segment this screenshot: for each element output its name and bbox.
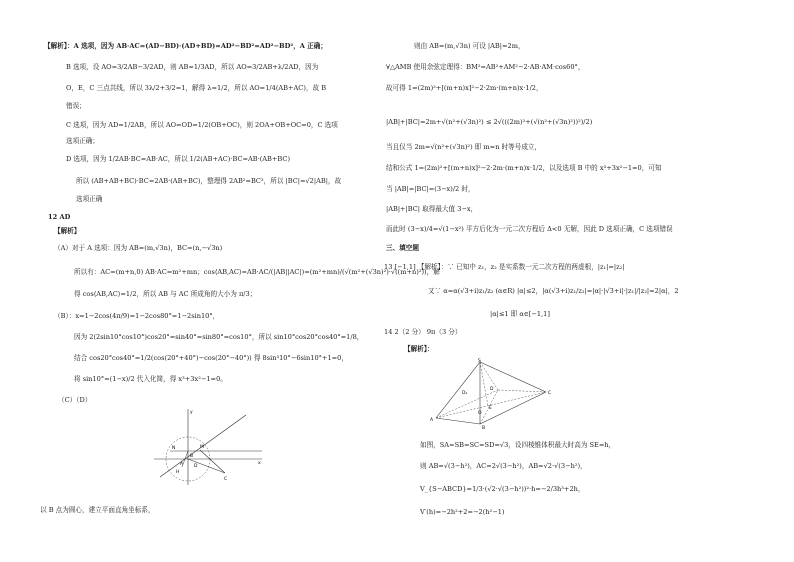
section-fill-blank: 三、填空题	[386, 244, 419, 252]
coordinate-figure	[150, 405, 270, 490]
analysis-b-wrong: 错误；	[66, 102, 86, 110]
r-max: |AB|+|BC| 取得最大值 3−x，	[386, 205, 478, 213]
pyr-label-d1: D₁	[462, 391, 468, 396]
label-n: N	[172, 446, 176, 451]
q14-lengths: 则 AB=√(3−h²)，AC=2√(3−h²)，AB=√2·√(3−h²)，	[420, 462, 587, 470]
q12-b-identity: 因为 2(2sin10°cos10°)cos20°=sin40°=sin80°=cos10°，所以 sin10°cos20°cos40°=1/8，	[74, 333, 364, 341]
q14-analysis-head: 【解析】：	[404, 345, 434, 353]
analysis-b-cont: O，E，C 三点共线，所以 3λ/2+3/2=1，解得 λ=1/2，所以 AO=1/4(AB+AC)，故 B	[66, 84, 327, 92]
label-y: y	[190, 410, 193, 415]
q12-a: （A）对于 A 选项：因为 AB=(m,√3n)，BC=(n,−√3n)	[54, 244, 223, 252]
q14-derivative: V′(h)=−2h²+2=−2(h²−1)	[420, 508, 505, 516]
q12-b-substitute: 将 sin10°=(1−x)/2 代入化简，得 x³+3x²−1=0。	[74, 375, 227, 383]
r-ab-set: 则由 AB=(m,√3n) 可设 |AB|=2m，	[414, 42, 525, 50]
r-equality-case: 当且仅当 2m=√(n²+(√3n)²) 即 m=n 时等号成立，	[386, 143, 542, 151]
label-b: B	[190, 454, 194, 459]
label-m: M	[200, 445, 204, 450]
analysis-d: D 选项，因为 1/2AB·BC=AB·AC，所以 1/2(AB+AC)·BC=AB·(AB+BC)	[66, 155, 291, 163]
analysis-a: 【解析】：A 选项，因为 AB·AC=(AD−BD)·(AD+BD)=AD²−BD²=AD²−BD²，A 正确；	[44, 42, 327, 50]
r-when: 当 |AB|=|BC|=(3−x)/2 时，	[386, 185, 475, 193]
analysis-d-correct: 选项正确	[76, 195, 103, 203]
pyr-label-s: S	[478, 359, 481, 364]
q12-coordinate-note: 以 B 点为圆心，建立平面直角坐标系，	[40, 506, 155, 514]
q12-cd: （C）（D）	[58, 396, 92, 404]
pyr-label-c: C	[548, 391, 552, 396]
q12-a-cos: 所以有：AC=(m+n,0) AB·AC=m²+mn；cos⟨AB,AC⟩=AB·AC/(|AB||AC|)=(m²+mn)/(√(m²+(√3n)²)·√((m+n)²))，解	[74, 268, 440, 276]
label-c: C	[224, 477, 228, 482]
r-conclusion: 而此时 (3−x)/4=√(1−x²) 平方后化为一元二次方程后 Δ<0 无解，因此 D 选项正确，C 选项错误	[386, 225, 673, 233]
q12-b-combine: 结合 cos20°cos40°=1/2(cos(20°+40°)−cos(20°−40°)) 得 8sin³10°−6sin10°+1=0，	[74, 354, 348, 362]
r-combine: 结和公式 1=(2m)²+[(m+n)x]²−2·2m·(m+n)x·1/2，以及选项 B 中的 x³+3x²−1=0，可知	[386, 164, 662, 172]
q12-analysis-head: 【解析】	[54, 227, 81, 235]
analysis-b: B 选项，设 AO=3/2AB−3/2AD，则 AB=1/3AD，所以 AO=3/2AB+λ/2AD，因为	[66, 63, 319, 71]
pyramid-figure	[428, 358, 558, 430]
label-d: D	[194, 464, 198, 469]
q12-answer: 12 AD	[48, 213, 71, 221]
label-x: x	[258, 461, 261, 466]
pyr-label-o: O	[478, 411, 482, 416]
q13-range: |α|≤1 即 α∈[−1,1]	[490, 310, 550, 318]
label-a: A	[180, 462, 184, 467]
r-inequality: |AB|+|BC|=2m+√(n²+(√3n)²) ≤ 2√(((2m)²+(√(n²+(√3n)²))²)/2)	[386, 118, 593, 126]
label-h: H	[176, 470, 180, 475]
analysis-d-cont: 所以 (AB+AB+BC)·BC=2AB·(AB+BC)，整理得 2AB²=BC²，所以 |BC|=√2|AB|，故	[76, 177, 342, 185]
q14-setup: 如图，SA=SB=SC=SD=√3，设四棱锥体积最大时高为 SE=h，	[420, 441, 616, 449]
analysis-c: C 选项，因为 AD=1/2AB，所以 AO=OD=1/2(OB+OC)，则 2OA+OB+OC=0，C 选项	[66, 121, 338, 129]
q12-a-result: 得 cos⟨AB,AC⟩=1/2，所以 AB 与 AC 所成角的大小为 π/3；	[74, 290, 257, 298]
q13-analysis: 13 [−1,1] 【解析】：∵ 已知中 z₁，z₂ 是实系数一元二次方程的两虚根，|z₁|=|z₂|	[384, 263, 625, 271]
q13-alpha: 又∵ α=α(√3+i)z₁/z₂ (α∈R) |α|≤2，|α(√3+i)z₁/z₂|=|α|·|√3+i|·|z₁|/|z₂|=2|α|，2	[428, 287, 679, 295]
pyr-label-a: A	[430, 418, 434, 423]
pyr-label-b: B	[482, 426, 486, 430]
r-equation: 故可得 1=(2m)²+[(m+n)x]²−2·2m·(m+n)x·1/2，	[386, 84, 543, 92]
q14-answer: 14 2（2 分） 9π（3 分）	[384, 328, 462, 336]
r-cosine-law: ∀△AMB 使用余弦定理得：BM²=AB²+AM²−2·AB·AM·cos60°，	[386, 63, 585, 71]
q14-volume: V_{S−ABCD}=1/3·(√2·√(3−h²))²·h=−2/3h³+2h，	[420, 485, 585, 493]
pyr-label-d: D	[490, 387, 494, 392]
analysis-c-cont: 选项正确；	[66, 137, 99, 145]
pyr-label-e: E	[489, 406, 492, 411]
q12-b: （B）：x=1−2cos(4π/9)=1−2cos80°=1−2sin10°，	[54, 312, 220, 320]
